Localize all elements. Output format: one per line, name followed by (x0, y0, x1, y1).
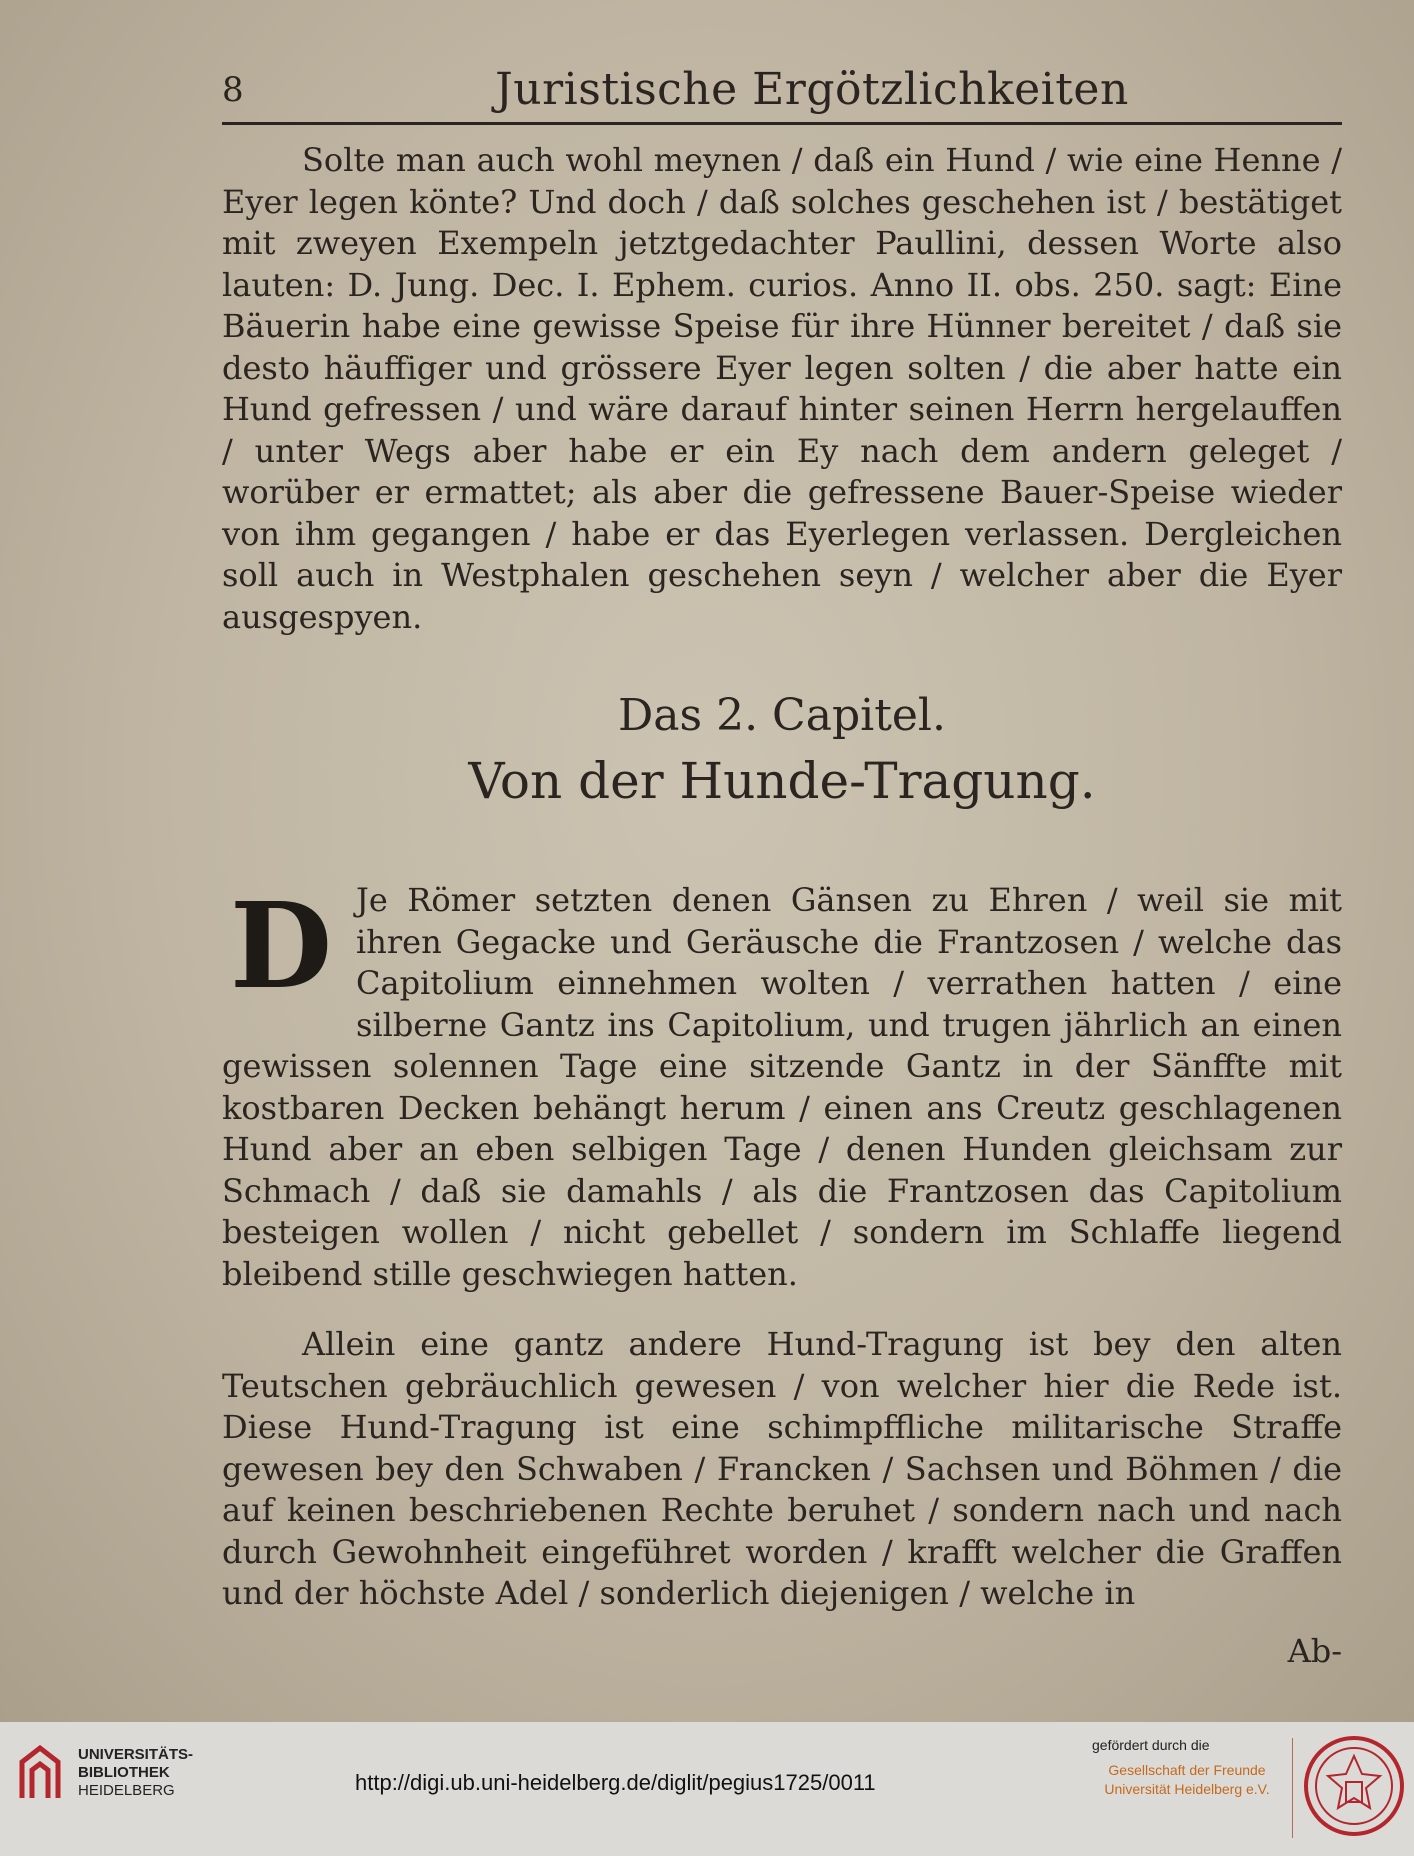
paragraph-1: Solte man auch wohl meynen / daß ein Hund / wie eine Henne / Eyer legen könte? Und doch / daß solches geschehen ist / bestätiget mit zweyen Exempeln jetztgedachter Paullini, dessen Worte also lauten: D. Jung. Dec. I. Ephem. curios. Anno II. obs. 250. sagt: Eine Bäuerin habe eine gewisse Speise für ihre Hünner bereitet / daß sie desto häuffiger und grössere Eyer legen solten / die aber hatte ein Hund gefressen / und wäre darauf hinter seinen Herrn hergelauffen / unter Wegs aber habe er ein Ey nach dem andern geleget / worüber er ermattet; als aber die gefressene Bauer-Speise wieder von ihm gegangen / habe er das Eyerlegen verlassen. Dergleichen soll auch in Westphalen geschehen seyn / welcher aber die Eyer ausgespyen. (222, 141, 1342, 636)
chapter-subtitle: Von der Hunde-Tragung. (468, 752, 1096, 810)
library-logo-icon (18, 1744, 62, 1802)
library-name-line3: HEIDELBERG (78, 1782, 175, 1799)
funding-org-line1: Gesellschaft der Freunde (1108, 1762, 1266, 1778)
permalink-url[interactable]: http://digi.ub.uni-heidelberg.de/diglit/pegius1725/0011 (355, 1770, 876, 1795)
paragraph-2-text: Je Römer setzten denen Gänsen zu Ehren / weil sie mit ihren Gegacke und Geräusche die Frantzosen / welche das Capitolium einnehmen wolten / verrathen hatten / eine silberne Gantz ins Capitolium, und trugen jährlich an einen gewissen solennen Tage eine sitzende Gantz in der Sänffte mit kostbaren Decken behängt herum / einen ans Creutz geschlagenen Hund aber an eben selbigen Tage / denen Hunden gleichsam zur Schmach / daß sie damahls / als die Frantzosen das Capitolium besteigen wollen / nicht gebellet / sondern im Schlaffe liegend bleibend stille geschwiegen hatten. (222, 881, 1342, 1293)
university-seal-icon (1302, 1734, 1406, 1838)
library-name-line1: UNIVERSITÄTS- (78, 1746, 194, 1763)
library-name-line2: BIBLIOTHEK (78, 1764, 170, 1781)
funded-by-label: gefördert durch die (1092, 1737, 1210, 1753)
page-text-block (222, 60, 1342, 1670)
chapter-title: Das 2. Capitel. (618, 690, 946, 741)
footer-bar (0, 1722, 1414, 1856)
drop-cap-initial: D (229, 876, 333, 1015)
page-number: 8 (222, 70, 244, 110)
footer-divider (1292, 1738, 1293, 1838)
header-rule (222, 122, 1342, 125)
paragraph-3: Allein eine gantz andere Hund-Tragung ist bey den alten Teutschen gebräuchlich gewesen / von welcher hier die Rede ist. Diese Hund-Tragung ist eine schimpffliche militarische Straffe gewesen bey den Schwaben / Francken / Sachsen und Böhmen / die auf keinen beschriebenen Rechte beruhet / sondern nach und nach durch Gewohnheit eingeführet worden / krafft welcher die Graffen und der höchste Adel / sonderlich diejenigen / welche in (222, 1325, 1342, 1612)
catchword: Ab- (1287, 1632, 1342, 1670)
page-header (222, 60, 1342, 120)
running-title: Juristische Ergötzlichkeiten (495, 64, 1129, 115)
funding-org-line2: Universität Heidelberg e.V. (1104, 1781, 1270, 1797)
library-name (78, 1746, 193, 1800)
paragraph-2 (222, 876, 1342, 1295)
funding-note (1092, 1736, 1282, 1799)
